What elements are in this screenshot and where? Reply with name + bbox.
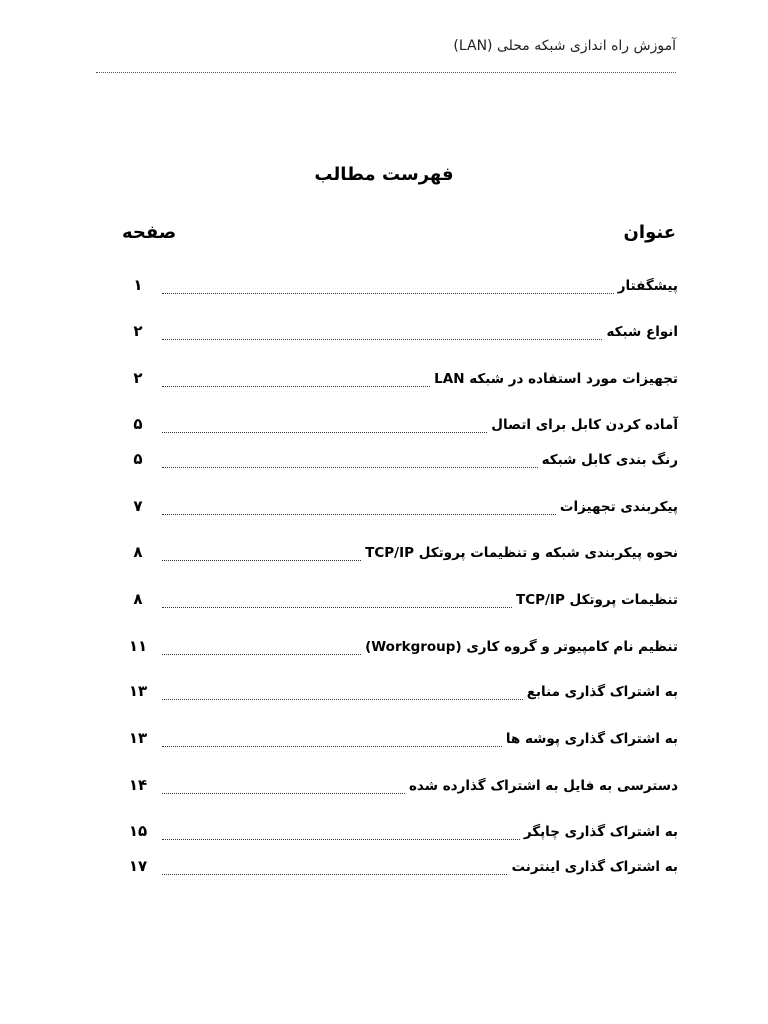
toc-entry[interactable] [122, 497, 678, 521]
toc-entry-page: ۱۷ [128, 857, 148, 875]
toc-entry-page: ۲ [133, 369, 143, 387]
toc-entry-leader [162, 793, 405, 794]
toc-entry-leader [162, 467, 538, 468]
toc-entry-label: آماده کردن کابل برای اتصال [491, 417, 678, 433]
toc-entry[interactable] [122, 637, 678, 661]
toc-entry-page: ۱ [133, 276, 143, 294]
toc-entry[interactable] [122, 276, 678, 300]
toc-entry-label: به اشتراک گذاری چاپگر [523, 824, 678, 840]
toc-entry-leader [162, 839, 520, 840]
running-header: آموزش راه اندازی شبکه محلی (LAN) [453, 38, 676, 54]
toc-entry[interactable] [122, 369, 678, 393]
toc-entry-page: ۱۳ [128, 729, 148, 747]
toc-entry[interactable] [122, 450, 678, 474]
toc-entry-page: ۸ [133, 543, 143, 561]
toc-entry-label: نحوه پیکربندی شبکه و تنظیمات پروتکل TCP/IP [365, 545, 678, 561]
toc-entry-leader [162, 874, 507, 875]
toc-entry-leader [162, 339, 602, 340]
toc-entry[interactable] [122, 543, 678, 567]
toc-entry-page: ۱۱ [128, 637, 148, 655]
toc-entry-leader [162, 560, 361, 561]
toc-entry-leader [162, 386, 430, 387]
toc-entry[interactable] [122, 729, 678, 753]
toc-entry-leader [162, 699, 523, 700]
toc-entry-label: پیشگفتار [617, 278, 678, 294]
toc-title: فهرست مطالب [314, 164, 454, 185]
toc-entry-label: به اشتراک گذاری پوشه ها [505, 731, 678, 747]
toc-column-title-heading: عنوان [623, 222, 676, 243]
toc-entry-leader [162, 654, 361, 655]
toc-entry-label: انواع شبکه [606, 324, 678, 340]
toc-column-page-heading: صفحه [122, 222, 177, 243]
toc-entry-leader [162, 607, 512, 608]
toc-entry-page: ۵ [133, 415, 143, 433]
toc-entry[interactable] [122, 776, 678, 800]
toc-entry-label: رنگ بندی کابل شبکه [541, 452, 678, 468]
toc-entry-page: ۷ [133, 497, 143, 515]
toc-entry-leader [162, 432, 487, 433]
toc-entry-label: پیکربندی تجهیزات [559, 499, 678, 515]
toc-entry[interactable] [122, 857, 678, 881]
toc-entry-page: ۱۴ [128, 776, 148, 794]
toc-entry-page: ۵ [133, 450, 143, 468]
toc-entry-page: ۱۵ [128, 822, 148, 840]
toc-entry-label: تنظیم نام کامپیوتر و گروه کاری (Workgroup) [365, 639, 678, 655]
toc-entry-label: به اشتراک گذاری اینترنت [511, 859, 678, 875]
toc-entry[interactable] [122, 822, 678, 846]
toc-entry[interactable] [122, 322, 678, 346]
header-divider [96, 72, 676, 73]
toc-entry-label: تنظیمات پروتکل TCP/IP [515, 592, 678, 608]
toc-entry[interactable] [122, 590, 678, 614]
toc-entry-page: ۸ [133, 590, 143, 608]
toc-entry-leader [162, 293, 614, 294]
toc-entry-label: تجهیزات مورد استفاده در شبکه LAN [434, 371, 678, 387]
toc-entry[interactable] [122, 415, 678, 439]
toc-entry-page: ۱۳ [128, 682, 148, 700]
toc-entry-leader [162, 514, 556, 515]
toc-entry-label: به اشتراک گذاری منابع [526, 684, 678, 700]
toc-entry[interactable] [122, 682, 678, 706]
toc-entry-leader [162, 746, 502, 747]
toc-entry-page: ۲ [133, 322, 143, 340]
toc-entry-label: دسترسی به فایل به اشتراک گذارده شده [408, 778, 678, 794]
